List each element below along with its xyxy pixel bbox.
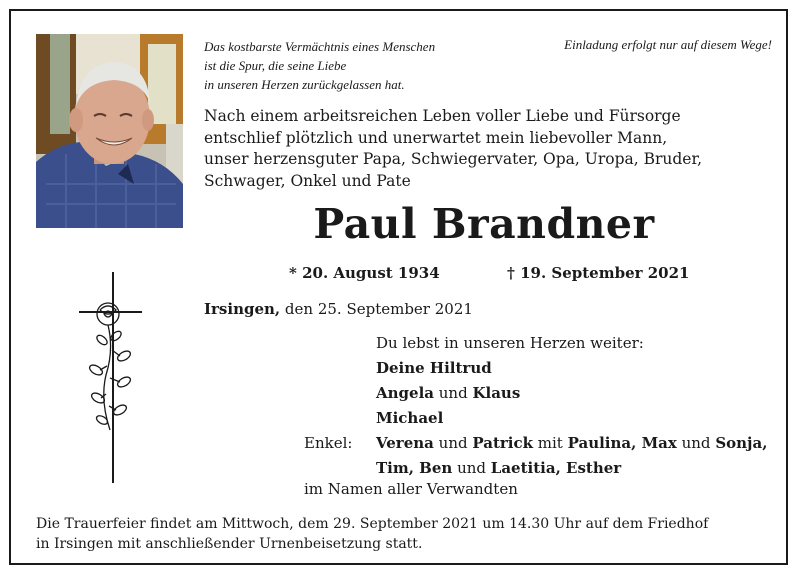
birth-date: * 20. August 1934 xyxy=(289,264,440,282)
notice-date: den 25. September 2021 xyxy=(280,300,473,318)
portrait-photo xyxy=(36,34,183,228)
intro-line: Nach einem arbeitsreichen Leben voller Liebe und Fürsorge xyxy=(204,107,681,125)
mourner-conjunction: und xyxy=(433,434,473,452)
mourner-conjunction: und xyxy=(434,384,473,402)
mourner-name: Paulina, Max xyxy=(567,434,677,452)
intro-line: entschlief plötzlich und unerwartet mein liebevoller Mann, xyxy=(204,128,668,147)
portrait-photo-icon xyxy=(36,34,183,228)
mourner-conjunction: und xyxy=(452,459,491,477)
grandchildren-line xyxy=(376,433,767,453)
mourner-name: Deine Hiltrud xyxy=(376,359,492,377)
mourner-name: Michael xyxy=(376,409,444,427)
mourner-name: Angela xyxy=(376,384,434,402)
mourner-name: Tim, Ben xyxy=(376,459,453,477)
mourner-conjunction: mit xyxy=(533,434,568,452)
intro-line: unser herzensguter Papa, Schwiegervater, Opa, Uropa, Bruder, xyxy=(204,150,703,168)
mourners-heading: Du lebst in unseren Herzen weiter: xyxy=(376,334,644,352)
relatives-note: im Namen aller Verwandten xyxy=(304,480,518,498)
grandchildren-line xyxy=(376,458,621,478)
quote-line: in unseren Herzen zurückgelassen hat. xyxy=(204,77,405,92)
cross-with-rose-icon xyxy=(76,270,144,485)
funeral-info xyxy=(36,514,776,554)
footer-line: Die Trauerfeier findet am Mittwoch, dem 29. September 2021 um 14.30 Uhr auf dem Friedhof xyxy=(36,516,709,532)
death-date: † 19. September 2021 xyxy=(507,264,690,282)
mourner-name: Klaus xyxy=(472,384,521,402)
mourner-name: Laetitia, Esther xyxy=(490,459,622,477)
place-name: Irsingen, xyxy=(204,300,281,318)
mourner-name: Sonja, xyxy=(715,434,768,452)
intro-line: Schwager, Onkel und Pate xyxy=(204,171,411,190)
mourner-child xyxy=(376,408,443,428)
mourner-name: Verena xyxy=(376,434,434,452)
deceased-name: Paul Brandner xyxy=(313,200,655,248)
quote-line: Das kostbarste Vermächtnis eines Menschen xyxy=(204,39,436,54)
mourner-conjunction: und xyxy=(676,434,716,452)
quote-line: ist die Spur, die seine Liebe xyxy=(204,58,347,73)
grandchildren-label: Enkel: xyxy=(304,434,353,452)
mourner-children xyxy=(376,383,520,403)
place-date xyxy=(204,300,473,318)
invitation-note: Einladung erfolgt nur auf diesem Wege! xyxy=(564,37,772,52)
mourner-wife xyxy=(376,358,492,378)
footer-line: in Irsingen mit anschließender Urnenbeisetzung statt. xyxy=(36,536,423,552)
mourner-name: Patrick xyxy=(472,434,534,452)
memorial-quote xyxy=(204,37,504,94)
intro-text xyxy=(204,106,764,192)
